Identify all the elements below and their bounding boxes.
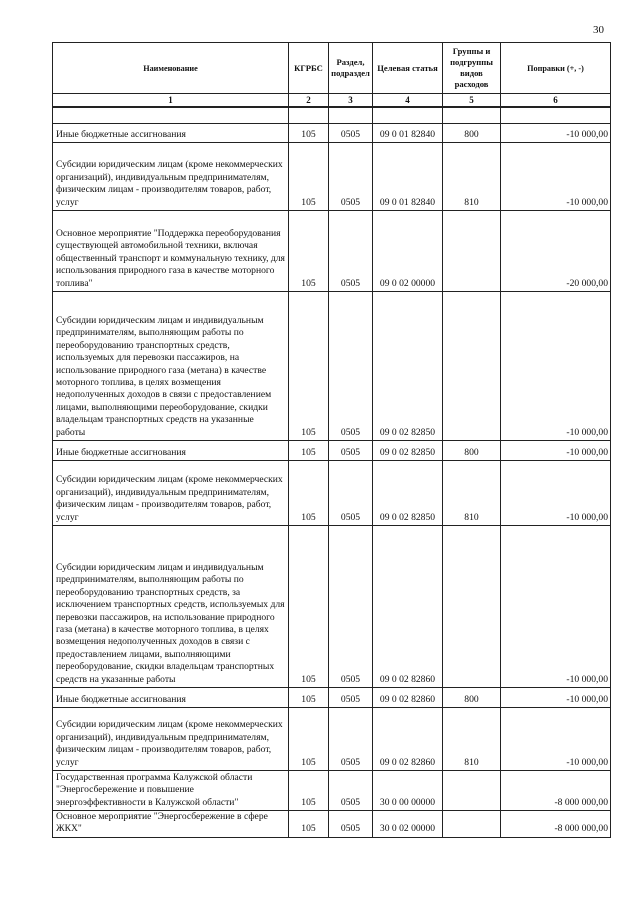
row-target: 09 0 02 82860 — [373, 688, 443, 708]
page-number: 30 — [593, 24, 604, 36]
column-number-row — [53, 94, 611, 108]
row-target: 09 0 01 82840 — [373, 143, 443, 211]
row-section: 0505 — [329, 441, 373, 461]
row-group: 800 — [443, 441, 501, 461]
table-row — [53, 143, 611, 211]
row-target: 09 0 01 82840 — [373, 124, 443, 143]
row-sum: -10 000,00 — [501, 708, 611, 771]
spacer-row — [53, 107, 611, 124]
row-group: 800 — [443, 688, 501, 708]
row-target: 09 0 02 00000 — [373, 211, 443, 292]
row-section: 0505 — [329, 124, 373, 143]
row-target: 09 0 02 82850 — [373, 292, 443, 441]
column-number: 5 — [443, 94, 501, 108]
header-row — [53, 43, 611, 94]
row-name: Субсидии юридическим лицам (кроме некоммерческих организаций), индивидуальным предпринимателям, физическим лицам - производителям товаров, работ, услуг — [53, 143, 289, 211]
row-name: Основное мероприятие "Поддержка переоборудования существующей автомобильной техники, включая общественный транспорт и коммунальную технику, для использования природного газа в качестве моторного топлива" — [53, 211, 289, 292]
row-sum: -10 000,00 — [501, 526, 611, 688]
row-name: Государственная программа Калужской области "Энергосбережение и повышение энергоэффективности в Калужской области" — [53, 771, 289, 811]
table-row — [53, 124, 611, 143]
column-number: 4 — [373, 94, 443, 108]
header-kgrbs: КГРБС — [289, 43, 329, 94]
row-group — [443, 811, 501, 838]
header-target: Целевая статья — [373, 43, 443, 94]
row-group: 800 — [443, 124, 501, 143]
row-sum: -10 000,00 — [501, 688, 611, 708]
row-section: 0505 — [329, 211, 373, 292]
header-delta: Поправки (+, -) — [501, 43, 611, 94]
row-target: 09 0 02 82860 — [373, 708, 443, 771]
column-number: 1 — [53, 94, 289, 108]
row-kgrbs: 105 — [289, 811, 329, 838]
row-sum: -8 000 000,00 — [501, 811, 611, 838]
row-sum: -10 000,00 — [501, 441, 611, 461]
row-kgrbs: 105 — [289, 441, 329, 461]
row-kgrbs: 105 — [289, 708, 329, 771]
table-row — [53, 771, 611, 811]
row-sum: -10 000,00 — [501, 124, 611, 143]
row-kgrbs: 105 — [289, 143, 329, 211]
row-name: Субсидии юридическим лицам и индивидуальным предпринимателям, выполняющим работы по переоборудованию транспортных средств, за исключением транспортных средств, используемых для перевозки пассажиров, на использование природного газа (метана) в качестве моторного топлива, в целях возмещения недополученных доходов в связи с предоставлением лицами, выполняющими переоборудование, скидки владельцам транспортных средств на указанные работы — [53, 526, 289, 688]
row-group — [443, 526, 501, 688]
table-row — [53, 526, 611, 688]
row-group: 810 — [443, 461, 501, 526]
table-row — [53, 461, 611, 526]
row-group: 810 — [443, 708, 501, 771]
row-target: 09 0 02 82850 — [373, 461, 443, 526]
row-name: Основное мероприятие "Энергосбережение в сфере ЖКХ" — [53, 811, 289, 838]
row-section: 0505 — [329, 688, 373, 708]
row-kgrbs: 105 — [289, 526, 329, 688]
row-target: 09 0 02 82850 — [373, 441, 443, 461]
row-group: 810 — [443, 143, 501, 211]
header-name: Наименование — [53, 43, 289, 94]
row-name: Субсидии юридическим лицам и индивидуальным предпринимателям, выполняющим работы по переоборудованию транспортных средств, используемых для перевозки пассажиров, на использование природного газа (метана) в качестве моторного топлива, в целях возмещения недополученных доходов в связи с предоставлением лицами, выполняющими переоборудование, скидки владельцам транспортных средств на указанные работы — [53, 292, 289, 441]
row-sum: -10 000,00 — [501, 461, 611, 526]
row-section: 0505 — [329, 811, 373, 838]
row-section: 0505 — [329, 526, 373, 688]
row-kgrbs: 105 — [289, 124, 329, 143]
row-section: 0505 — [329, 461, 373, 526]
row-name: Субсидии юридическим лицам (кроме некоммерческих организаций), индивидуальным предпринимателям, физическим лицам - производителям товаров, работ, услуг — [53, 708, 289, 771]
row-sum: -20 000,00 — [501, 211, 611, 292]
row-name: Иные бюджетные ассигнования — [53, 688, 289, 708]
row-section: 0505 — [329, 708, 373, 771]
row-name: Иные бюджетные ассигнования — [53, 124, 289, 143]
header-section: Раздел, подраздел — [329, 43, 373, 94]
table-row — [53, 292, 611, 441]
row-sum: -10 000,00 — [501, 143, 611, 211]
table-row — [53, 211, 611, 292]
row-section: 0505 — [329, 771, 373, 811]
row-kgrbs: 105 — [289, 211, 329, 292]
row-target: 09 0 02 82860 — [373, 526, 443, 688]
table-row — [53, 441, 611, 461]
row-group — [443, 211, 501, 292]
budget-table — [52, 42, 611, 838]
header-groups: Группы и подгруппы видов расходов — [443, 43, 501, 94]
row-name: Субсидии юридическим лицам (кроме некоммерческих организаций), индивидуальным предпринимателям, физическим лицам - производителям товаров, работ, услуг — [53, 461, 289, 526]
column-number: 6 — [501, 94, 611, 108]
row-name: Иные бюджетные ассигнования — [53, 441, 289, 461]
row-group — [443, 292, 501, 441]
column-number: 2 — [289, 94, 329, 108]
row-kgrbs: 105 — [289, 771, 329, 811]
row-kgrbs: 105 — [289, 292, 329, 441]
row-section: 0505 — [329, 143, 373, 211]
row-group — [443, 771, 501, 811]
column-number: 3 — [329, 94, 373, 108]
table-row — [53, 811, 611, 838]
table-row — [53, 708, 611, 771]
row-sum: -10 000,00 — [501, 292, 611, 441]
row-kgrbs: 105 — [289, 461, 329, 526]
row-target: 30 0 02 00000 — [373, 811, 443, 838]
row-kgrbs: 105 — [289, 688, 329, 708]
row-target: 30 0 00 00000 — [373, 771, 443, 811]
row-sum: -8 000 000,00 — [501, 771, 611, 811]
row-section: 0505 — [329, 292, 373, 441]
table-row — [53, 688, 611, 708]
